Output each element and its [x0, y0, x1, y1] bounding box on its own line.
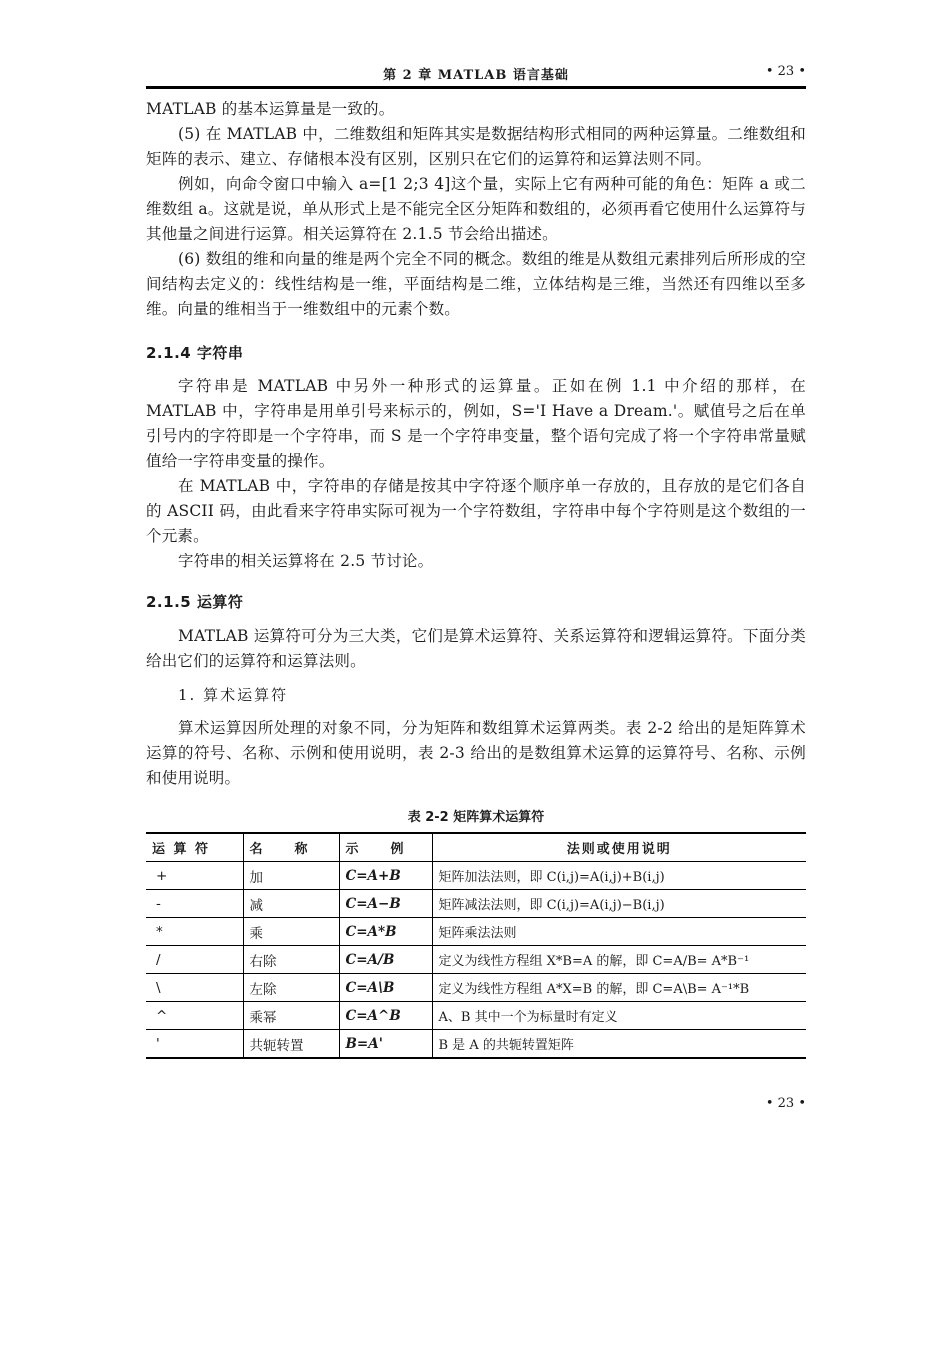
header-rule: [146, 86, 806, 89]
name-cell: 乘: [243, 918, 339, 946]
operator-cell: ^: [146, 1002, 243, 1030]
description-cell: 矩阵加法法则，即 C(i,j)=A(i,j)+B(i,j): [432, 862, 806, 890]
example-cell: C=A^B: [339, 1002, 432, 1030]
column-header-description: 法则或使用说明: [432, 833, 806, 862]
example-cell: C=A*B: [339, 918, 432, 946]
column-header-operator: 运 算 符: [146, 833, 243, 862]
name-cell: 加: [243, 862, 339, 890]
running-header: [146, 60, 806, 84]
section-2-1-4-body: [146, 374, 806, 574]
description-cell: 矩阵乘法法则: [432, 918, 806, 946]
column-header-name: 名 称: [243, 833, 339, 862]
section-heading-2-1-5: 2.1.5 运算符: [146, 593, 244, 611]
paragraph: 在 MATLAB 中，字符串的存储是按其中字符逐个顺序单一存放的，且存放的是它们各自的 ASCII 码，由此看来字符串实际可视为一个字符数组，字符串中每个字符则是这个数组的一个元素。: [146, 477, 806, 545]
section-2-1-5-body: [146, 624, 806, 674]
paragraph: MATLAB 运算符可分为三大类，它们是算术运算符、关系运算符和逻辑运算符。下面分类给出它们的运算符和运算法则。: [146, 627, 806, 670]
example-cell: C=A−B: [339, 890, 432, 918]
chapter-title: 第 2 章 MATLAB 语言基础: [383, 68, 569, 83]
paragraph: 算术运算因所处理的对象不同，分为矩阵和数组算术运算两类。表 2-2 给出的是矩阵算术运算的符号、名称、示例和使用说明，表 2-3 给出的是数组算术运算的运算符号、名称、示例和使用说明。: [146, 719, 806, 787]
description-cell: 矩阵减法法则，即 C(i,j)=A(i,j)−B(i,j): [432, 890, 806, 918]
name-cell: 左除: [243, 974, 339, 1002]
header-page-number: • 23 •: [765, 64, 806, 79]
operator-cell: /: [146, 946, 243, 974]
name-cell: 右除: [243, 946, 339, 974]
example-cell: B=A': [339, 1030, 432, 1059]
description-cell: 定义为线性方程组 A*X=B 的解，即 C=A\B= A⁻¹*B: [432, 974, 806, 1002]
table-row: [146, 862, 806, 890]
operator-cell: *: [146, 918, 243, 946]
paragraph: (6) 数组的维和向量的维是两个完全不同的概念。数组的维是从数组元素排列后所形成的空间结构去定义的：线性结构是一维，平面结构是二维，立体结构是三维，当然还有四维以至多维。向量的维相当于一维数组中的元素个数。: [146, 250, 806, 318]
paragraph: (5) 在 MATLAB 中，二维数组和矩阵其实是数据结构形式相同的两种运算量。二维数组和矩阵的表示、建立、存储根本没有区别，区别只在它们的运算符和运算法则不同。: [146, 125, 806, 168]
name-cell: 共轭转置: [243, 1030, 339, 1059]
description-cell: A、B 其中一个为标量时有定义: [432, 1002, 806, 1030]
table-row: [146, 1002, 806, 1030]
operator-cell: -: [146, 890, 243, 918]
intro-block: [146, 97, 806, 322]
table-row: [146, 946, 806, 974]
footer-page-number: • 23 •: [765, 1096, 806, 1111]
operator-table: [146, 832, 806, 1059]
operator-cell: +: [146, 862, 243, 890]
table-row: [146, 974, 806, 1002]
column-header-example: 示 例: [339, 833, 432, 862]
table-caption: 表 2-2 矩阵算术运算符: [407, 810, 545, 825]
description-cell: 定义为线性方程组 X*B=A 的解，即 C=A/B= A*B⁻¹: [432, 946, 806, 974]
subheading-arithmetic: 1. 算术运算符: [178, 686, 289, 704]
paragraph: 字符串的相关运算将在 2.5 节讨论。: [178, 552, 434, 570]
paragraph: 例如，向命令窗口中输入 a=[1 2;3 4]这个量，实际上它有两种可能的角色：矩阵 a 或二维数组 a。这就是说，单从形式上是不能完全区分矩阵和数组的，必须再看它使用什么运算符与其他量之间进行运算。相关运算符在 2.1.5 节会给出描述。: [146, 175, 806, 243]
table-row: [146, 1030, 806, 1059]
name-cell: 减: [243, 890, 339, 918]
example-cell: C=A\B: [339, 974, 432, 1002]
description-cell: B 是 A 的共轭转置矩阵: [432, 1030, 806, 1059]
operator-cell: ': [146, 1030, 243, 1059]
section-heading-2-1-4: 2.1.4 字符串: [146, 344, 244, 362]
name-cell: 乘幂: [243, 1002, 339, 1030]
paragraph: 字符串是 MATLAB 中另外一种形式的运算量。正如在例 1.1 中介绍的那样，在 MATLAB 中，字符串是用单引号来标示的，例如，S='I Have a Dream.'。赋值号之后在单引号内的字符即是一个字符串，而 S 是一个字符串变量，整个语句完成了将一个字符串常量赋值给一字符串变量的操作。: [146, 377, 806, 470]
operator-cell: \: [146, 974, 243, 1002]
example-cell: C=A+B: [339, 862, 432, 890]
table-header-row: [146, 833, 806, 862]
section-2-1-5-body-2: [146, 716, 806, 791]
paragraph: MATLAB 的基本运算量是一致的。: [146, 100, 395, 118]
table-row: [146, 890, 806, 918]
example-cell: C=A/B: [339, 946, 432, 974]
table-row: [146, 918, 806, 946]
